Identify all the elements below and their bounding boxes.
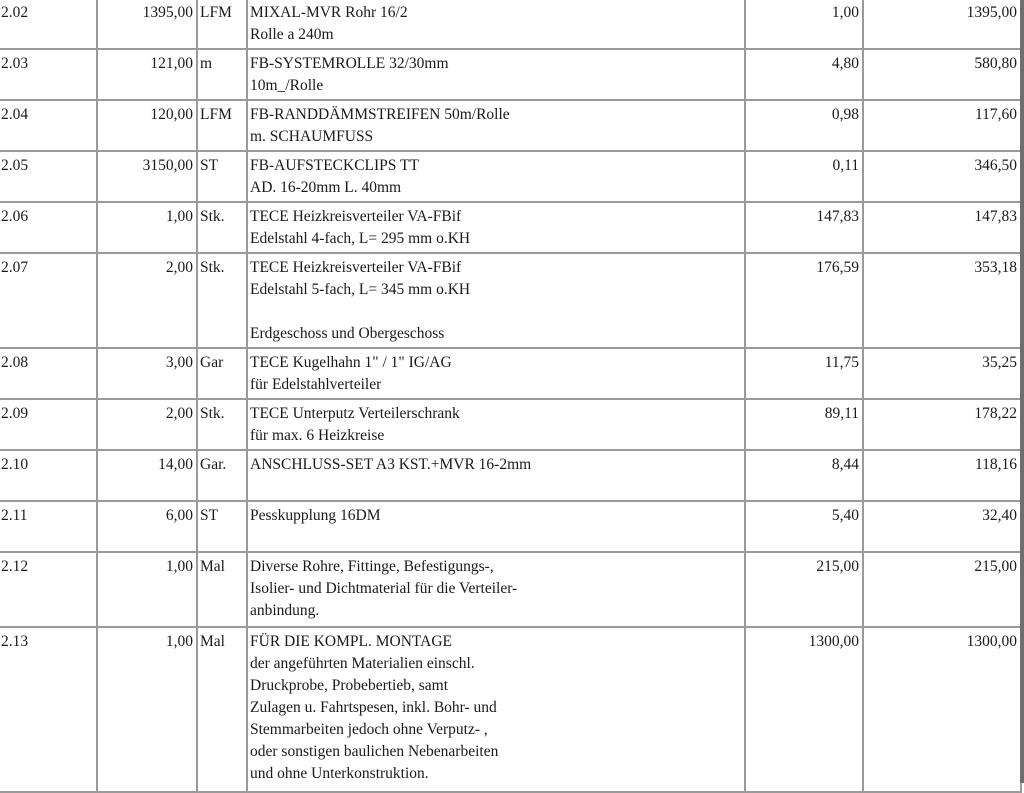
unit-price-cell: 147,83 bbox=[745, 202, 863, 253]
unit-price-cell: 11,75 bbox=[745, 348, 863, 399]
description-cell bbox=[247, 253, 745, 348]
unit-cell: Mal bbox=[197, 627, 247, 792]
description-line: Edelstahl 4-fach, L= 295 mm o.KH bbox=[250, 230, 471, 247]
unit-cell: Mal bbox=[197, 552, 247, 627]
table-row bbox=[0, 399, 1021, 450]
description-line: MIXAL-MVR Rohr 16/2 bbox=[250, 4, 408, 21]
unit-cell: ST bbox=[197, 501, 247, 552]
table-row bbox=[0, 49, 1021, 100]
description-cell bbox=[247, 627, 745, 792]
position-number-cell: 2.12 bbox=[0, 552, 97, 627]
quantity-cell: 120,00 bbox=[97, 100, 197, 151]
table-row bbox=[0, 552, 1021, 627]
description-cell bbox=[247, 501, 745, 552]
quantity-cell: 14,00 bbox=[97, 450, 197, 501]
position-number-cell: 2.08 bbox=[0, 348, 97, 399]
unit-price-cell: 89,11 bbox=[745, 399, 863, 450]
total-price-cell: 346,50 bbox=[863, 151, 1021, 202]
description-line: TECE Heizkreisverteiler VA-FBif bbox=[250, 259, 462, 276]
table-row bbox=[0, 348, 1021, 399]
unit-cell: m bbox=[197, 49, 247, 100]
description-line: der angeführten Materialien einschl. bbox=[250, 655, 475, 672]
quantity-cell: 3150,00 bbox=[97, 151, 197, 202]
total-price-cell: 32,40 bbox=[863, 501, 1021, 552]
description-line: 10m_/Rolle bbox=[250, 77, 324, 94]
table-row bbox=[0, 202, 1021, 253]
quantity-cell: 1,00 bbox=[97, 552, 197, 627]
quantity-cell: 1,00 bbox=[97, 627, 197, 792]
description-line: FÜR DIE KOMPL. MONTAGE bbox=[250, 633, 452, 650]
unit-cell: Stk. bbox=[197, 202, 247, 253]
total-price-cell: 1300,00 bbox=[863, 627, 1021, 792]
quantity-cell: 1395,00 bbox=[97, 0, 197, 49]
position-number-cell: 2.04 bbox=[0, 100, 97, 151]
unit-cell: LFM bbox=[197, 100, 247, 151]
unit-price-cell: 4,80 bbox=[745, 49, 863, 100]
description-line: TECE Unterputz Verteilerschrank bbox=[250, 405, 460, 422]
description-line bbox=[250, 527, 742, 549]
description-cell bbox=[247, 151, 745, 202]
description-line: FB-RANDDÄMMSTREIFEN 50m/Rolle bbox=[250, 106, 510, 123]
unit-cell: Gar. bbox=[197, 450, 247, 501]
description-line: anbindung. bbox=[250, 602, 320, 619]
unit-price-cell: 0,98 bbox=[745, 100, 863, 151]
position-number-cell: 2.05 bbox=[0, 151, 97, 202]
unit-cell: ST bbox=[197, 151, 247, 202]
unit-price-cell: 1,00 bbox=[745, 0, 863, 49]
description-cell bbox=[247, 49, 745, 100]
total-price-cell: 1395,00 bbox=[863, 0, 1021, 49]
unit-price-cell: 0,11 bbox=[745, 151, 863, 202]
unit-price-cell: 8,44 bbox=[745, 450, 863, 501]
description-cell bbox=[247, 348, 745, 399]
description-line: Edelstahl 5-fach, L= 345 mm o.KH bbox=[250, 281, 471, 298]
description-line: und ohne Unterkonstruktion. bbox=[250, 765, 429, 782]
position-number-cell: 2.13 bbox=[0, 627, 97, 792]
description-line: Pesskupplung 16DM bbox=[250, 507, 381, 524]
unit-price-cell: 215,00 bbox=[745, 552, 863, 627]
description-cell bbox=[247, 0, 745, 49]
unit-cell: Stk. bbox=[197, 253, 247, 348]
description-line: Erdgeschoss und Obergeschoss bbox=[250, 325, 445, 342]
description-line: TECE Kugelhahn 1" / 1" IG/AG bbox=[250, 354, 452, 371]
unit-price-cell: 5,40 bbox=[745, 501, 863, 552]
unit-price-cell: 176,59 bbox=[745, 253, 863, 348]
description-line: Rolle a 240m bbox=[250, 26, 334, 43]
total-price-cell: 35,25 bbox=[863, 348, 1021, 399]
description-line: FB-AUFSTECKCLIPS TT bbox=[250, 157, 419, 174]
quantity-cell: 2,00 bbox=[97, 253, 197, 348]
table-row bbox=[0, 450, 1021, 501]
description-line: TECE Heizkreisverteiler VA-FBif bbox=[250, 208, 462, 225]
description-line bbox=[250, 476, 742, 498]
description-line: für max. 6 Heizkreise bbox=[250, 427, 385, 444]
total-price-cell: 580,80 bbox=[863, 49, 1021, 100]
position-number-cell: 2.07 bbox=[0, 253, 97, 348]
table-row bbox=[0, 253, 1021, 348]
description-line: Zulagen u. Fahrtspesen, inkl. Bohr- und bbox=[250, 699, 497, 716]
position-number-cell: 2.03 bbox=[0, 49, 97, 100]
quantity-cell: 2,00 bbox=[97, 399, 197, 450]
description-cell bbox=[247, 100, 745, 151]
table-row bbox=[0, 151, 1021, 202]
description-cell bbox=[247, 399, 745, 450]
description-line: AD. 16-20mm L. 40mm bbox=[250, 179, 402, 196]
description-line: FB-SYSTEMROLLE 32/30mm bbox=[250, 55, 449, 72]
unit-cell: Gar bbox=[197, 348, 247, 399]
description-line: Isolier- und Dichtmaterial für die Verteiler- bbox=[250, 580, 518, 597]
position-number-cell: 2.06 bbox=[0, 202, 97, 253]
unit-price-cell: 1300,00 bbox=[745, 627, 863, 792]
table-row bbox=[0, 0, 1021, 49]
position-number-cell: 2.02 bbox=[0, 0, 97, 49]
window-edge-strip bbox=[1020, 0, 1024, 783]
description-cell bbox=[247, 202, 745, 253]
description-line: m. SCHAUMFUSS bbox=[250, 128, 374, 145]
unit-cell: Stk. bbox=[197, 399, 247, 450]
description-line: Diverse Rohre, Fittinge, Befestigungs-, bbox=[250, 558, 494, 575]
total-price-cell: 353,18 bbox=[863, 253, 1021, 348]
unit-cell: LFM bbox=[197, 0, 247, 49]
position-number-cell: 2.09 bbox=[0, 399, 97, 450]
total-price-cell: 215,00 bbox=[863, 552, 1021, 627]
quantity-cell: 3,00 bbox=[97, 348, 197, 399]
position-number-cell: 2.10 bbox=[0, 450, 97, 501]
description-line: für Edelstahlverteiler bbox=[250, 376, 382, 393]
description-line bbox=[250, 301, 742, 323]
description-cell bbox=[247, 450, 745, 501]
position-number-cell: 2.11 bbox=[0, 501, 97, 552]
total-price-cell: 118,16 bbox=[863, 450, 1021, 501]
table-row bbox=[0, 100, 1021, 151]
total-price-cell: 147,83 bbox=[863, 202, 1021, 253]
description-cell bbox=[247, 552, 745, 627]
table-row bbox=[0, 501, 1021, 552]
description-line: Stemmarbeiten jedoch ohne Verputz- , bbox=[250, 721, 488, 738]
quantity-cell: 6,00 bbox=[97, 501, 197, 552]
description-line: oder sonstigen baulichen Nebenarbeiten bbox=[250, 743, 499, 760]
total-price-cell: 117,60 bbox=[863, 100, 1021, 151]
quantity-cell: 1,00 bbox=[97, 202, 197, 253]
quantity-cell: 121,00 bbox=[97, 49, 197, 100]
table-row bbox=[0, 627, 1021, 792]
total-price-cell: 178,22 bbox=[863, 399, 1021, 450]
description-line: ANSCHLUSS-SET A3 KST.+MVR 16-2mm bbox=[250, 456, 532, 473]
description-line: Druckprobe, Probebertieb, samt bbox=[250, 677, 448, 694]
